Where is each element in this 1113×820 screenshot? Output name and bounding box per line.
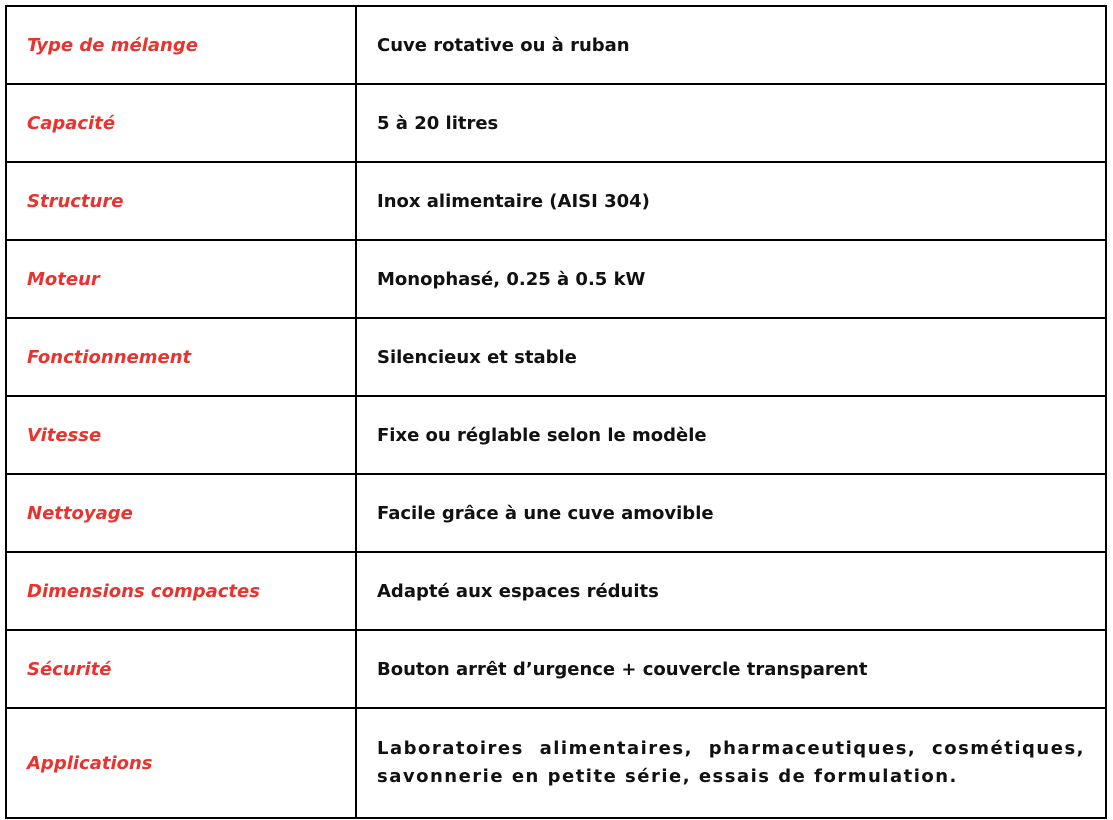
spec-label-speed: Vitesse bbox=[6, 396, 356, 474]
spec-label-capacity: Capacité bbox=[6, 84, 356, 162]
spec-value-dimensions: Adapté aux espaces réduits bbox=[356, 552, 1106, 630]
spec-label-operation: Fonctionnement bbox=[6, 318, 356, 396]
table-row bbox=[6, 708, 1106, 818]
spec-value-capacity: 5 à 20 litres bbox=[356, 84, 1106, 162]
spec-value-structure: Inox alimentaire (AISI 304) bbox=[356, 162, 1106, 240]
table-row bbox=[6, 630, 1106, 708]
spec-value-motor: Monophasé, 0.25 à 0.5 kW bbox=[356, 240, 1106, 318]
spec-value-applications: Laboratoires alimentaires, pharmaceutiques, cosmétiques, savonnerie en petite série, essais de formulation. bbox=[356, 708, 1106, 818]
spec-label-cleaning: Nettoyage bbox=[6, 474, 356, 552]
spec-value-speed: Fixe ou réglable selon le modèle bbox=[356, 396, 1106, 474]
table-row bbox=[6, 474, 1106, 552]
spec-label-safety: Sécurité bbox=[6, 630, 356, 708]
spec-table bbox=[5, 5, 1107, 819]
table-row bbox=[6, 318, 1106, 396]
table-row bbox=[6, 552, 1106, 630]
spec-label-structure: Structure bbox=[6, 162, 356, 240]
table-row bbox=[6, 162, 1106, 240]
table-row bbox=[6, 6, 1106, 84]
spec-value-mixing-type: Cuve rotative ou à ruban bbox=[356, 6, 1106, 84]
spec-label-applications: Applications bbox=[6, 708, 356, 818]
spec-label-motor: Moteur bbox=[6, 240, 356, 318]
spec-label-dimensions: Dimensions compactes bbox=[6, 552, 356, 630]
table-row bbox=[6, 84, 1106, 162]
spec-value-cleaning: Facile grâce à une cuve amovible bbox=[356, 474, 1106, 552]
table-row bbox=[6, 240, 1106, 318]
spec-value-safety: Bouton arrêt d’urgence + couvercle transparent bbox=[356, 630, 1106, 708]
spec-value-operation: Silencieux et stable bbox=[356, 318, 1106, 396]
table-row bbox=[6, 396, 1106, 474]
spec-label-mixing-type: Type de mélange bbox=[6, 6, 356, 84]
